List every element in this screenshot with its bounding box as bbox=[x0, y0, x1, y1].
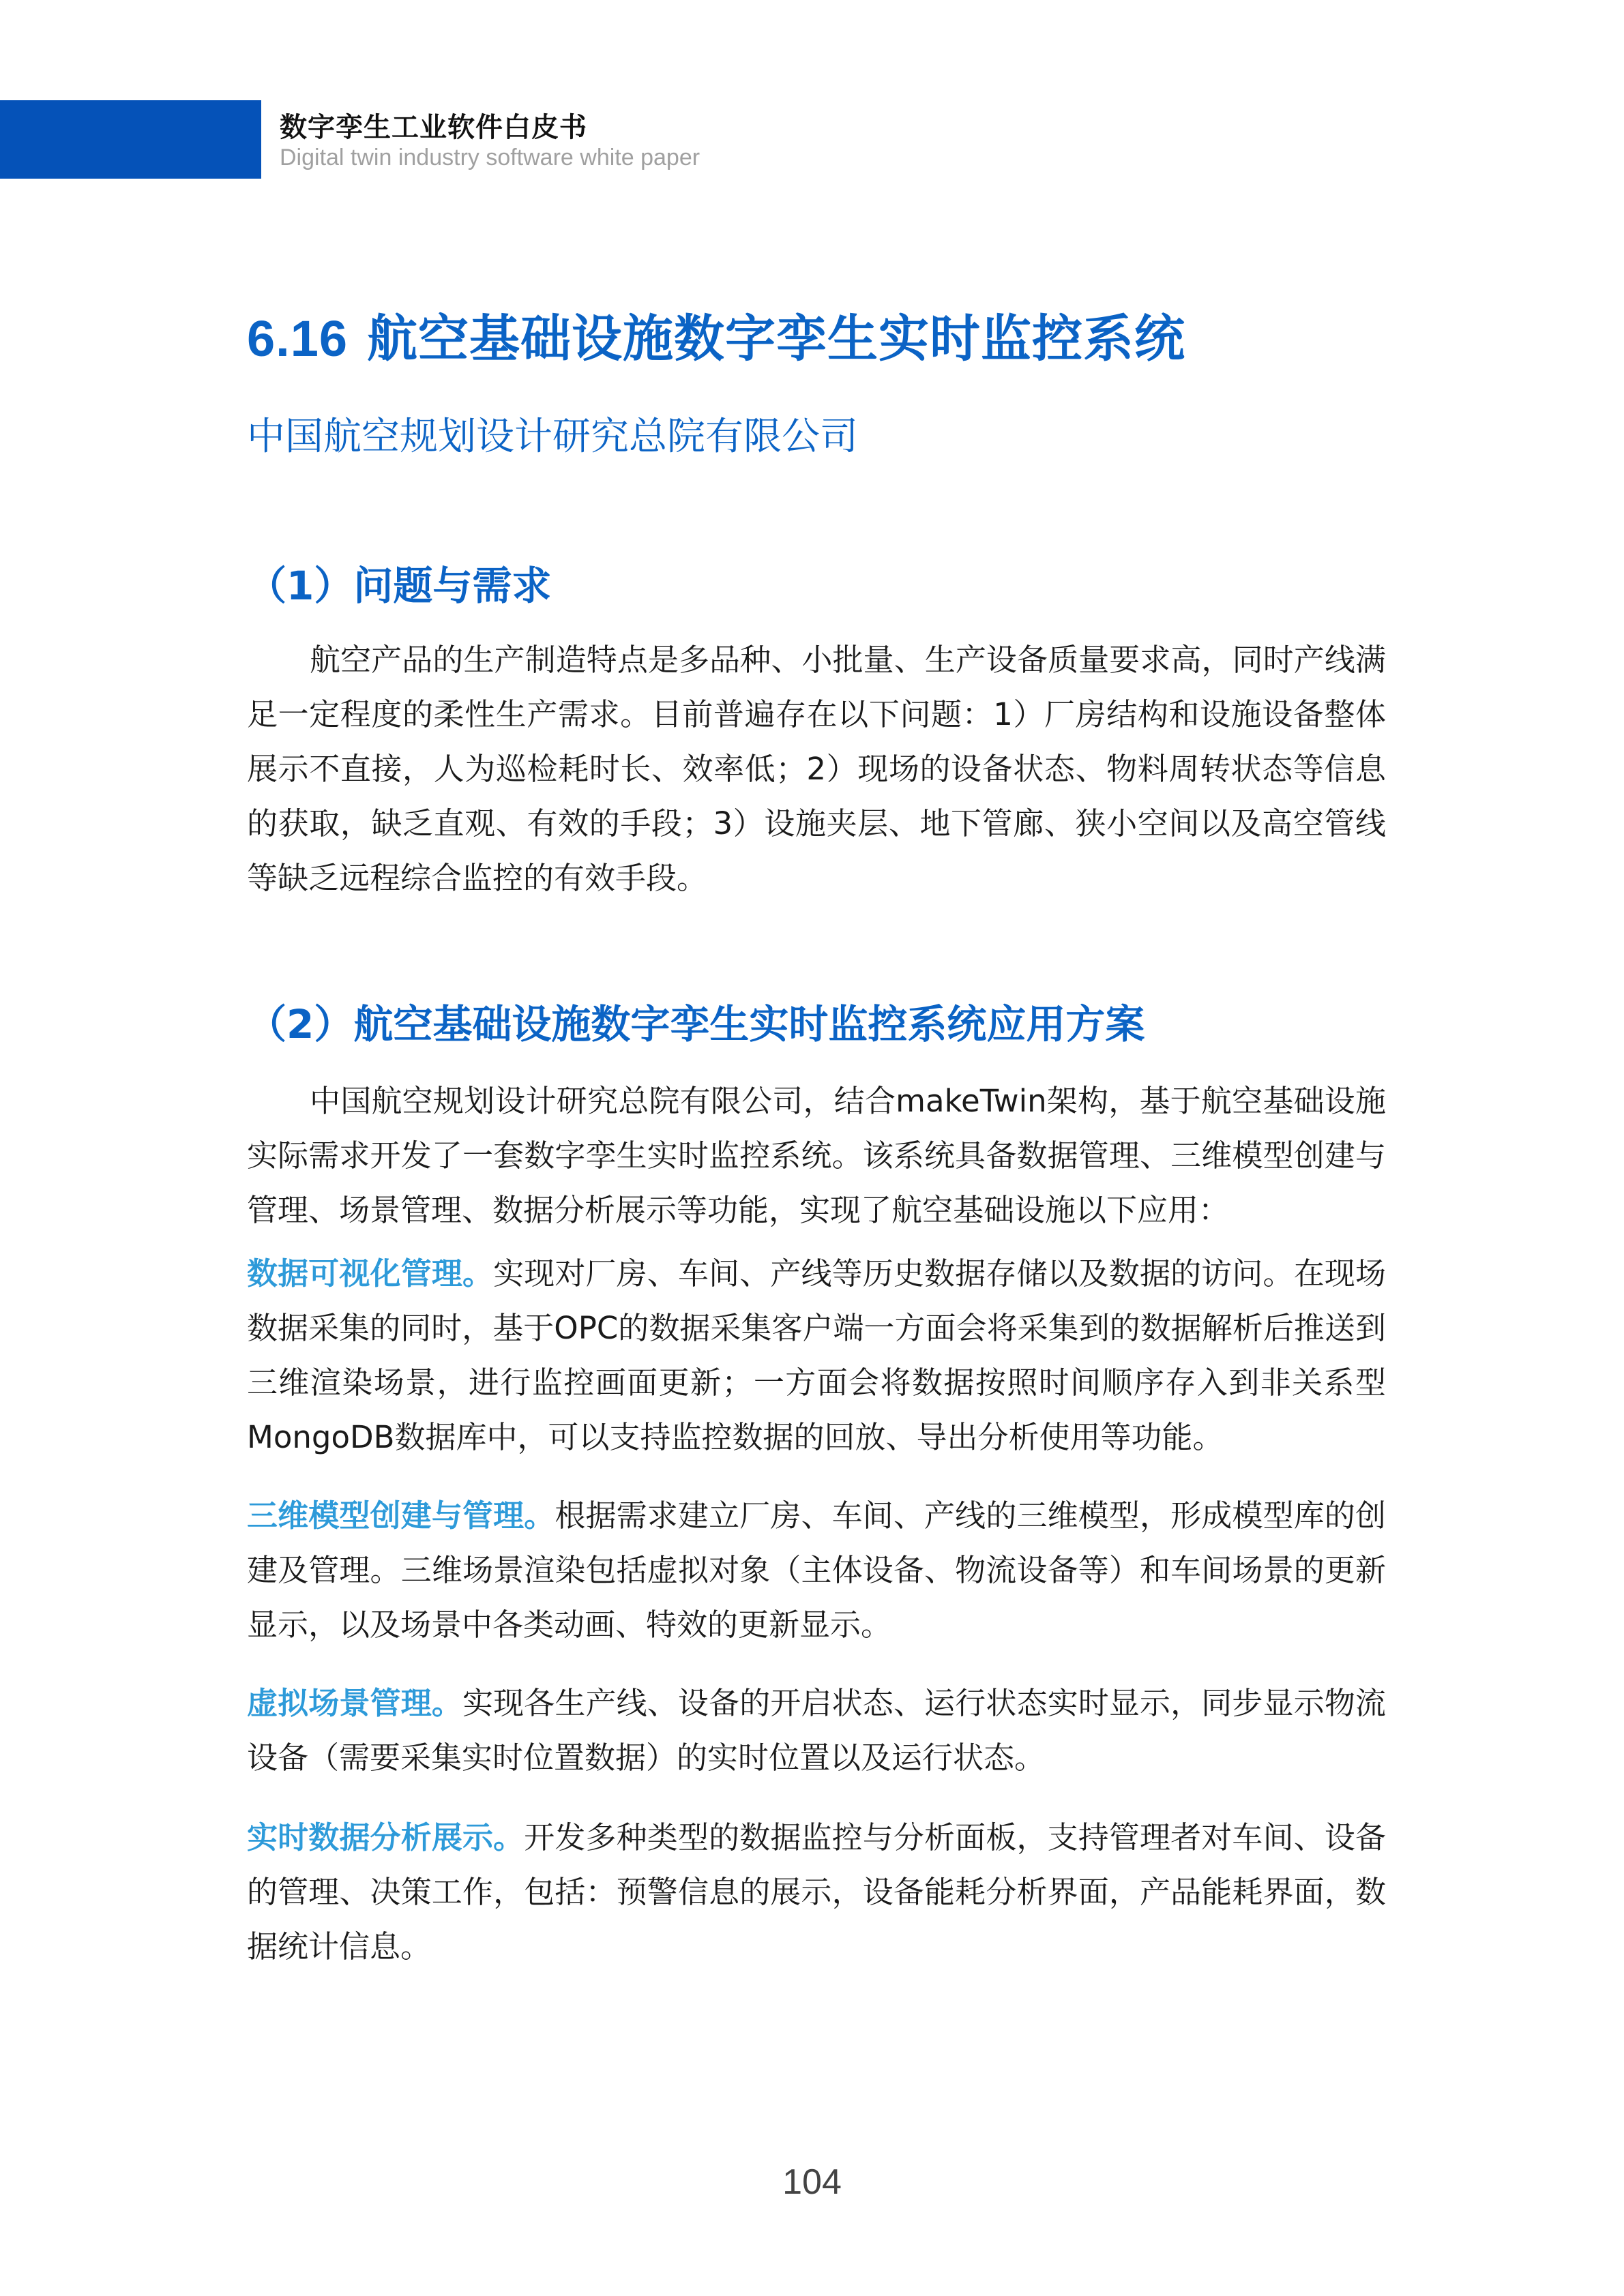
keyword-realtime-analysis: 实时数据分析展示。 bbox=[247, 1819, 525, 1855]
item-text: 根据需求建立厂房、车间、产线的三维模型，形成模型库的创建及管理。三维场景渲染包括虚拟对象（主体设备、物流设备等）和车间场景的更新显示，以及场景中各类动画、特效的更新显示。 bbox=[247, 1497, 1386, 1643]
item-data-visualization bbox=[247, 1247, 1386, 1465]
paragraph-problems: 航空产品的生产制造特点是多品种、小批量、生产设备质量要求高，同时产线满足一定程度的柔性生产需求。目前普遍存在以下问题：1）厂房结构和设施设备整体展示不直接，人为巡检耗时长、效率低；2）现场的设备状态、物料周转状态等信息的获取，缺乏直观、有效的手段；3）设施夹层、地下管廊、狭小空间以及高空管线等缺乏远程综合监控的有效手段。 bbox=[247, 642, 1386, 896]
keyword-data-visualization: 数据可视化管理。 bbox=[247, 1255, 494, 1292]
heading-problem-and-needs: （1）问题与需求 bbox=[247, 563, 552, 609]
item-text: 开发多种类型的数据监控与分析面板，支持管理者对车间、设备的管理、决策工作，包括：预警信息的展示，设备能耗分析界面，产品能耗界面，数据统计信息。 bbox=[247, 1819, 1386, 1965]
heading-application-solution: （2）航空基础设施数字孪生实时监控系统应用方案 bbox=[247, 1001, 1145, 1047]
section-title bbox=[247, 299, 1185, 371]
item-text: 实现对厂房、车间、产线等历史数据存储以及数据的访问。在现场数据采集的同时，基于OPC的数据采集客户端一方面会将采集到的数据解析后推送到三维渲染场景，进行监控画面更新；一方面会将数据按照时间顺序存入到非关系型MongoDB数据库中，可以支持监控数据的回放、导出分析使用等功能。 bbox=[247, 1255, 1386, 1455]
item-realtime-analysis bbox=[247, 1810, 1386, 1974]
keyword-virtual-scene: 虚拟场景管理。 bbox=[247, 1685, 462, 1721]
header-subtitle: Digital twin industry software white paper bbox=[280, 145, 700, 170]
section-title-text: 航空基础设施数字孪生实时监控系统 bbox=[367, 310, 1186, 368]
header-accent-bar bbox=[0, 100, 261, 179]
company-name: 中国航空规划设计研究总院有限公司 bbox=[247, 415, 858, 459]
section-number: 6.16 bbox=[247, 310, 349, 367]
item-text: 实现各生产线、设备的开启状态、运行状态实时显示，同步显示物流设备（需要采集实时位置数据）的实时位置以及运行状态。 bbox=[247, 1685, 1386, 1776]
header-title: 数字孪生工业软件白皮书 bbox=[280, 112, 587, 143]
item-3d-model bbox=[247, 1489, 1386, 1652]
paragraph-solution-intro: 中国航空规划设计研究总院有限公司，结合makeTwin架构，基于航空基础设施实际需求开发了一套数字孪生实时监控系统。该系统具备数据管理、三维模型创建与管理、场景管理、数据分析展示等功能，实现了航空基础设施以下应用： bbox=[247, 1083, 1386, 1228]
page-number: 104 bbox=[782, 2162, 842, 2202]
keyword-3d-model: 三维模型创建与管理。 bbox=[247, 1497, 555, 1534]
item-virtual-scene bbox=[247, 1676, 1386, 1785]
